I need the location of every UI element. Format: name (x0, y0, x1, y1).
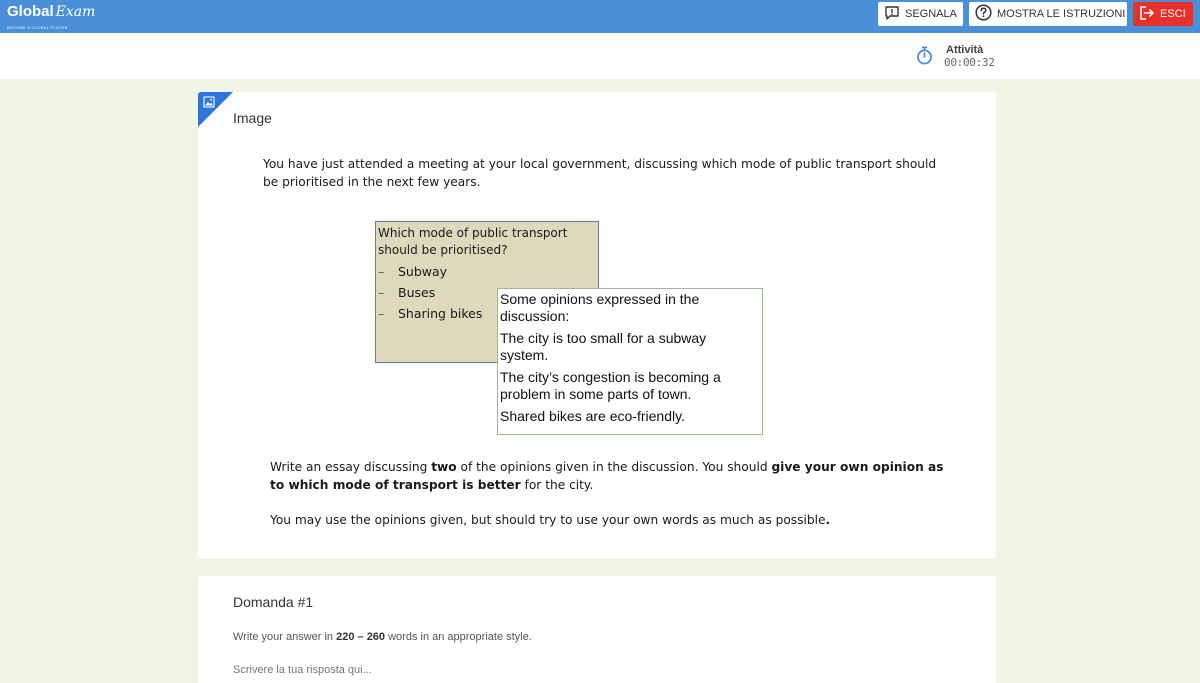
show-instructions-button[interactable] (969, 2, 1127, 26)
essay-task-text: Write an essay discussing two of the opinions given in the discussion. You should give your own opinion as to which mode of transport is better for the city. (270, 460, 944, 492)
top-bar (0, 0, 1200, 33)
opinions-heading: Some opinions expressed in the discussion: (500, 291, 700, 324)
stopwatch-icon (916, 46, 933, 70)
timer-value: 00:00:32 (944, 56, 995, 69)
transport-option: – Subway (378, 264, 448, 279)
show-instructions-label: MOSTRA LE ISTRUZIONI (997, 8, 1126, 20)
logo-word-global: Global (7, 3, 54, 20)
logo-word-exam: Exam (55, 4, 96, 20)
report-button[interactable] (878, 2, 963, 26)
image-card (198, 92, 996, 558)
opinions-box (497, 288, 763, 435)
timer-label: Attività (946, 44, 984, 56)
exit-button-label: ESCI (1160, 8, 1186, 20)
logout-icon (1139, 5, 1155, 24)
image-icon (203, 95, 215, 113)
report-icon (884, 5, 900, 24)
report-button-label: SEGNALA (905, 8, 957, 20)
opinion-item: Shared bikes are eco-friendly. (500, 408, 685, 424)
question-circle-icon (975, 4, 992, 24)
word-count-instruction: Write your answer in 220 – 260 words in an appropriate style. (233, 631, 532, 643)
transport-option: – Buses (378, 285, 436, 300)
exit-button[interactable] (1133, 2, 1193, 26)
image-card-title: Image (233, 110, 272, 126)
logo-tagline: BECOME A GLOBAL PLAYER (7, 25, 68, 30)
answer-input[interactable] (233, 664, 933, 676)
transport-question: Which mode of public transport should be prioritised? (378, 226, 568, 257)
opinion-item: The city’s congestion is becoming a problem in some parts of town. (500, 369, 721, 402)
activity-bar (0, 33, 1200, 79)
question-title: Domanda #1 (233, 594, 314, 610)
question-card (198, 576, 996, 683)
transport-option: – Sharing bikes (378, 306, 483, 321)
global-exam-logo[interactable] (7, 5, 95, 35)
essay-guidance-text: You may use the opinions given, but should try to use your own words as much as possible. (270, 513, 831, 527)
prompt-intro-text: You have just attended a meeting at your local government, discussing which mode of public transport should be prioritised in the next few years. (263, 157, 937, 189)
opinion-item: The city is too small for a subway system. (500, 330, 707, 363)
